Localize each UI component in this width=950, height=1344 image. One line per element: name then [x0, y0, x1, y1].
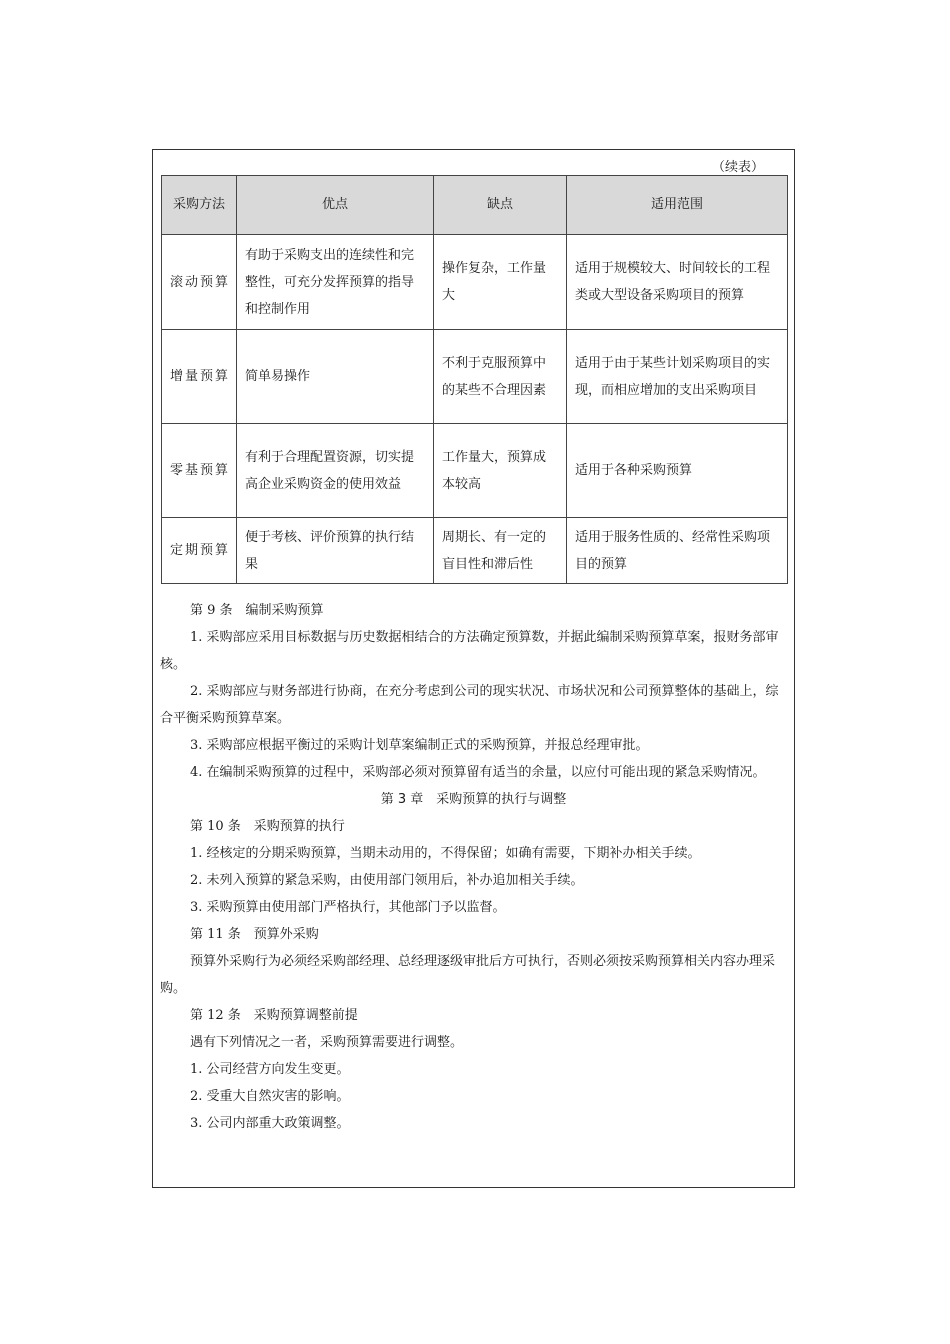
article-12-heading: 第 12 条 采购预算调整前提: [190, 1008, 358, 1023]
table-row: [162, 518, 788, 584]
cell-method: 增量预算: [162, 330, 237, 424]
paragraph: 3. 采购预算由使用部门严格执行，其他部门予以监督。: [190, 900, 506, 915]
paragraph: 4. 在编制采购预算的过程中，采购部必须对预算留有适当的余量，以应付可能出现的紧急采购情况。: [190, 765, 766, 780]
cell-cons: 不利于克服预算中的某些不合理因素: [434, 330, 567, 424]
paragraph: 1. 经核定的分期采购预算，当期未动用的，不得保留；如确有需要，下期补办相关手续。: [190, 846, 701, 861]
cell-pros: 简单易操作: [237, 330, 434, 424]
paragraph: 3. 公司内部重大政策调整。: [190, 1116, 350, 1131]
budget-methods-table: [161, 175, 788, 584]
header-method: 采购方法: [162, 176, 237, 235]
cell-scope: 适用于各种采购预算: [567, 424, 788, 518]
continued-label: （续表）: [711, 160, 764, 175]
cell-scope: 适用于服务性质的、经常性采购项目的预算: [567, 518, 788, 584]
cell-cons: 周期长、有一定的盲目性和滞后性: [434, 518, 567, 584]
table-header-row: [162, 176, 788, 235]
header-cons: 缺点: [434, 176, 567, 235]
header-pros: 优点: [237, 176, 434, 235]
cell-pros: 有利于合理配置资源，切实提高企业采购资金的使用效益: [237, 424, 434, 518]
paragraph: 遇有下列情况之一者，采购预算需要进行调整。: [190, 1035, 464, 1050]
header-scope: 适用范围: [567, 176, 788, 235]
cell-cons: 工作量大，预算成本较高: [434, 424, 567, 518]
table-row: [162, 235, 788, 330]
cell-scope: 适用于由于某些计划采购项目的实现，而相应增加的支出采购项目: [567, 330, 788, 424]
paragraph: 预算外采购行为必须经采购部经理、总经理逐级审批后方可执行，否则必须按采购预算相关内容办理采购。: [160, 954, 776, 996]
document-frame: [152, 149, 795, 1188]
paragraph: 2. 采购部应与财务部进行协商，在充分考虑到公司的现实状况、市场状况和公司预算整体的基础上，综合平衡采购预算草案。: [160, 684, 779, 726]
document-body: [160, 597, 787, 1137]
cell-cons: 操作复杂，工作量大: [434, 235, 567, 330]
article-9-heading: 第 9 条 编制采购预算: [190, 603, 324, 618]
table-row: [162, 330, 788, 424]
chapter-3-title: 第 3 章 采购预算的执行与调整: [380, 792, 567, 807]
cell-method: 滚动预算: [162, 235, 237, 330]
cell-pros: 便于考核、评价预算的执行结果: [237, 518, 434, 584]
cell-scope: 适用于规模较大、时间较长的工程类或大型设备采购项目的预算: [567, 235, 788, 330]
cell-method: 定期预算: [162, 518, 237, 584]
article-10-heading: 第 10 条 采购预算的执行: [190, 819, 345, 834]
paragraph: 3. 采购部应根据平衡过的采购计划草案编制正式的采购预算，并报总经理审批。: [190, 738, 649, 753]
cell-pros: 有助于采购支出的连续性和完整性，可充分发挥预算的指导和控制作用: [237, 235, 434, 330]
paragraph: 2. 受重大自然灾害的影响。: [190, 1089, 350, 1104]
paragraph: 2. 未列入预算的紧急采购，由使用部门领用后，补办追加相关手续。: [190, 873, 584, 888]
table-row: [162, 424, 788, 518]
cell-method: 零基预算: [162, 424, 237, 518]
paragraph: 1. 采购部应采用目标数据与历史数据相结合的方法确定预算数，并据此编制采购预算草案，报财务部审核。: [160, 630, 779, 672]
article-11-heading: 第 11 条 预算外采购: [190, 927, 319, 942]
paragraph: 1. 公司经营方向发生变更。: [190, 1062, 350, 1077]
